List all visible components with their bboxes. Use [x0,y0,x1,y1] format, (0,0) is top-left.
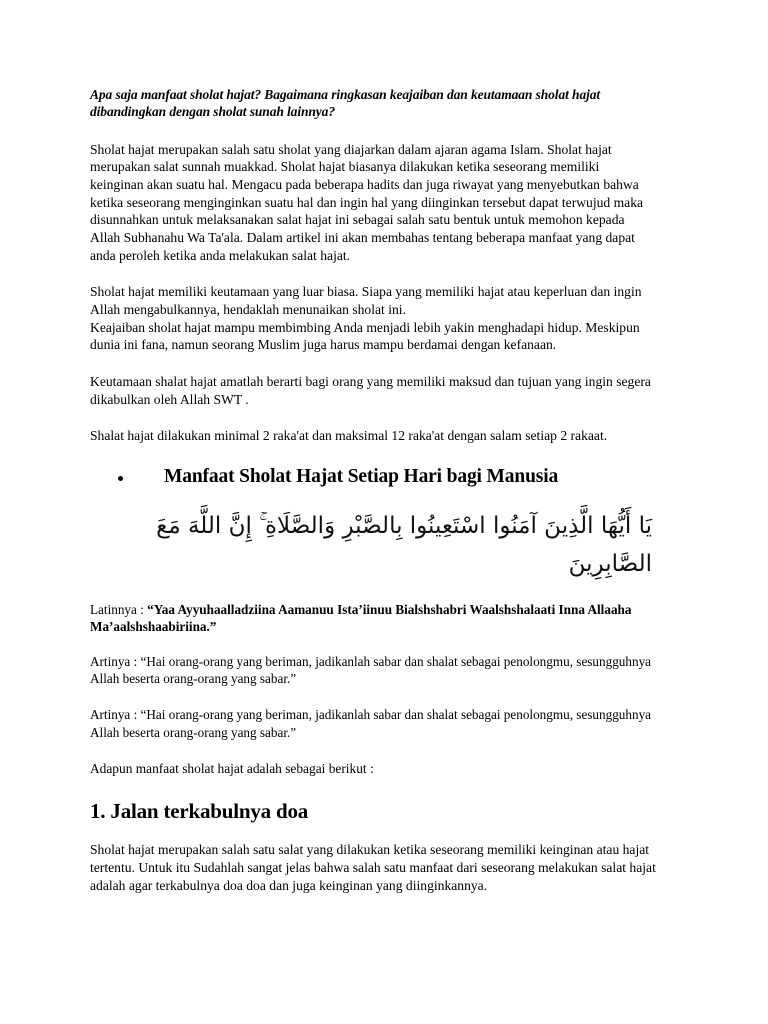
transliteration-label: Latinnya : [90,601,148,617]
paragraph-jalan-terkabulnya-doa: Sholat hajat merupakan salah satu salat yang dilakukan ketika seseorang memiliki keinginan atau hajat tertentu. Untuk itu Sudahlah sangat jelas bahwa salah satu manfaat dari seseorang melakukan salat hajat adalah agar terkabulnya doa doa dan juga keinginan yang diinginkannya. [90,842,656,893]
section-heading-manfaat: Manfaat Sholat Hajat Setiap Hari bagi Manusia [164,465,559,487]
paragraph-keutamaan [90,283,656,354]
paragraph-keutamaan-shalat: Keutamaan shalat hajat amatlah berarti bagi orang yang memiliki maksud dan tujuan yang ingin segera dikabulkan oleh Allah SWT . [90,373,651,407]
numbered-heading-1: 1. Jalan terkabulnya doa [90,799,309,824]
paragraph-intro: Sholat hajat merupakan salah satu sholat yang diajarkan dalam ajaran agama Islam. Sholat hajat merupakan salat sunnah muakkad. Sholat hajat biasanya dilakukan ketika seseorang memiliki keinginan akan suatu hal. Mengacu pada beberapa hadits dan juga riwayat yang menyebutkan bahwa ketika seseorang menginginkan suatu hal dan ingin hal yang diinginkan tersebut dapat terwujud maka disunnahkan untuk melaksanakan salat hajat ini sebagai salah satu bentuk untuk memohon kepada Allah Subhanahu Wa Ta'ala. Dalam artikel ini akan membahas tentang beberapa manfaat yang dapat anda peroleh ketika anda melakukan salat hajat. [90,141,644,263]
paragraph-keutamaan-line-2: Keajaiban sholat hajat mampu membimbing Anda menjadi lebih yakin menghadapi hidup. Meskipun dunia ini fana, namun seorang Muslim juga harus mampu berdamai dengan kefanaan. [90,319,640,353]
bullet-dot-icon [118,476,123,481]
transliteration-block [90,601,656,635]
translation-first: Artinya : “Hai orang-orang yang beriman, jadikanlah sabar dan shalat sebagai penolongmu, sesungguhnya Allah beserta orang-orang yang sabar.” [90,654,652,687]
translation-second: Artinya : “Hai orang-orang yang beriman, jadikanlah sabar dan shalat sebagai penolongmu, sesungguhnya Allah beserta orang-orang yang sabar.” [90,707,652,740]
bullet-heading-block [90,465,656,488]
paragraph-keutamaan-line-1: Sholat hajat memiliki keutamaan yang luar biasa. Siapa yang memiliki hajat atau keperluan dan ingin Allah mengabulkannya, hendaklah menunaikan sholat ini. [90,284,642,317]
arabic-verse: يَا أَيُّهَا الَّذِينَ آمَنُوا اسْتَعِينُوا بِالصَّبْرِ وَالصَّلَاةِ ۚ إِنَّ اللَّهَ مَعَ الصَّابِرِينَ [156,513,652,577]
intro-question: Apa saja manfaat sholat hajat? Bagaimana ringkasan keajaiban dan keutamaan sholat hajat dibandingkan dengan sholat sunah lainnya? [90,87,601,120]
paragraph-rakaat: Shalat hajat dilakukan minimal 2 raka'at dan maksimal 12 raka'at dengan salam setiap 2 rakaat. [90,428,608,444]
lead-in-text: Adapun manfaat sholat hajat adalah sebagai berikut : [90,760,374,776]
document-body [90,86,656,894]
transliteration-text: “Yaa Ayyuhaalladziina Aamanuu Ista’iinuu Bialshshabri Waalshshalaati Inna Allaaha Ma’aalshshaabiriina.” [90,601,632,634]
